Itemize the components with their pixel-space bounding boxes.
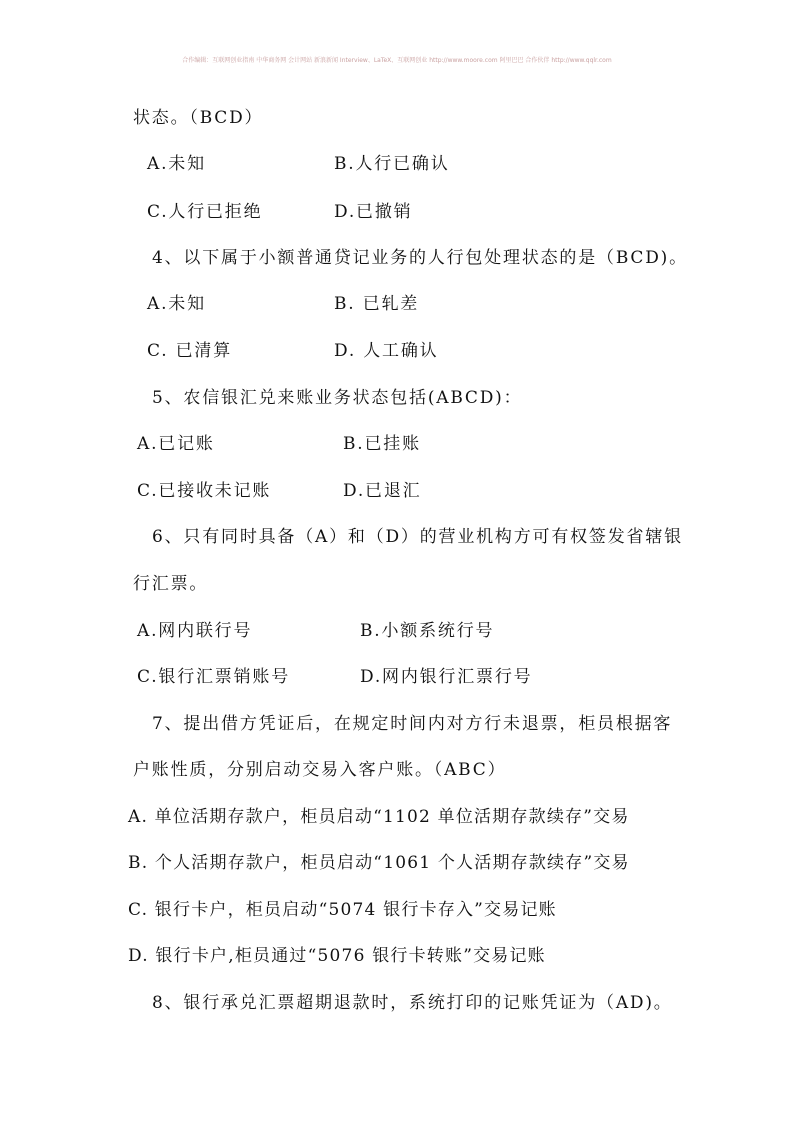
option-c: C. 银行卡户，柜员启动“5074 银行卡存入”交易记账 xyxy=(128,900,557,920)
option-d: D.已撤销 xyxy=(334,202,413,222)
option-c: C.已接收未记账 xyxy=(137,481,272,501)
option-a: A.网内联行号 xyxy=(137,621,253,641)
page-header: 合作编辑：互联网创业指南 中华商务网 会计网站 新浪新闻 Interview、LaTeX、互联网创业 http://www.moore.com 阿里巴巴 合作伙伴 http://www.qqlr.com xyxy=(182,57,612,64)
option-a: A.未知 xyxy=(147,294,206,314)
question-7: 7、提出借方凭证后，在规定时间内对方行未退票，柜员根据客 xyxy=(152,714,673,734)
question-7-cont: 户账性质，分别启动交易入客户账。（ABC） xyxy=(133,760,507,780)
option-d: D. 人工确认 xyxy=(334,341,439,361)
option-a: A.已记账 xyxy=(137,434,215,454)
text-line: 状态。（BCD） xyxy=(133,108,264,128)
option-b: B.小额系统行号 xyxy=(360,621,495,641)
question-8: 8、银行承兑汇票超期退款时，系统打印的记账凭证为（AD)。 xyxy=(152,993,673,1013)
option-d: D.已退汇 xyxy=(343,481,422,501)
option-a: A. 单位活期存款户，柜员启动“1102 单位活期存款续存”交易 xyxy=(128,807,630,827)
option-d: D.网内银行汇票行号 xyxy=(360,667,533,687)
option-c: C. 已清算 xyxy=(147,341,233,361)
option-c: C.银行汇票销账号 xyxy=(137,667,291,687)
question-4: 4、以下属于小额普通贷记业务的人行包处理状态的是（BCD)。 xyxy=(152,248,688,268)
question-6-cont: 行汇票。 xyxy=(133,574,209,594)
question-5: 5、农信银汇兑来账业务状态包括(ABCD)： xyxy=(152,388,523,408)
option-c: C.人行已拒绝 xyxy=(147,202,263,222)
option-b: B.人行已确认 xyxy=(334,154,450,174)
option-a: A.未知 xyxy=(147,154,206,174)
option-b: B. 个人活期存款户，柜员启动“1061 个人活期存款续存”交易 xyxy=(128,853,630,873)
option-b: B.已挂账 xyxy=(343,434,421,454)
option-b: B. 已轧差 xyxy=(334,294,420,314)
option-d: D. 银行卡户,柜员通过“5076 银行卡转账”交易记账 xyxy=(128,946,546,966)
question-6: 6、只有同时具备（A）和（D）的营业机构方可有权签发省辖银 xyxy=(152,527,683,547)
